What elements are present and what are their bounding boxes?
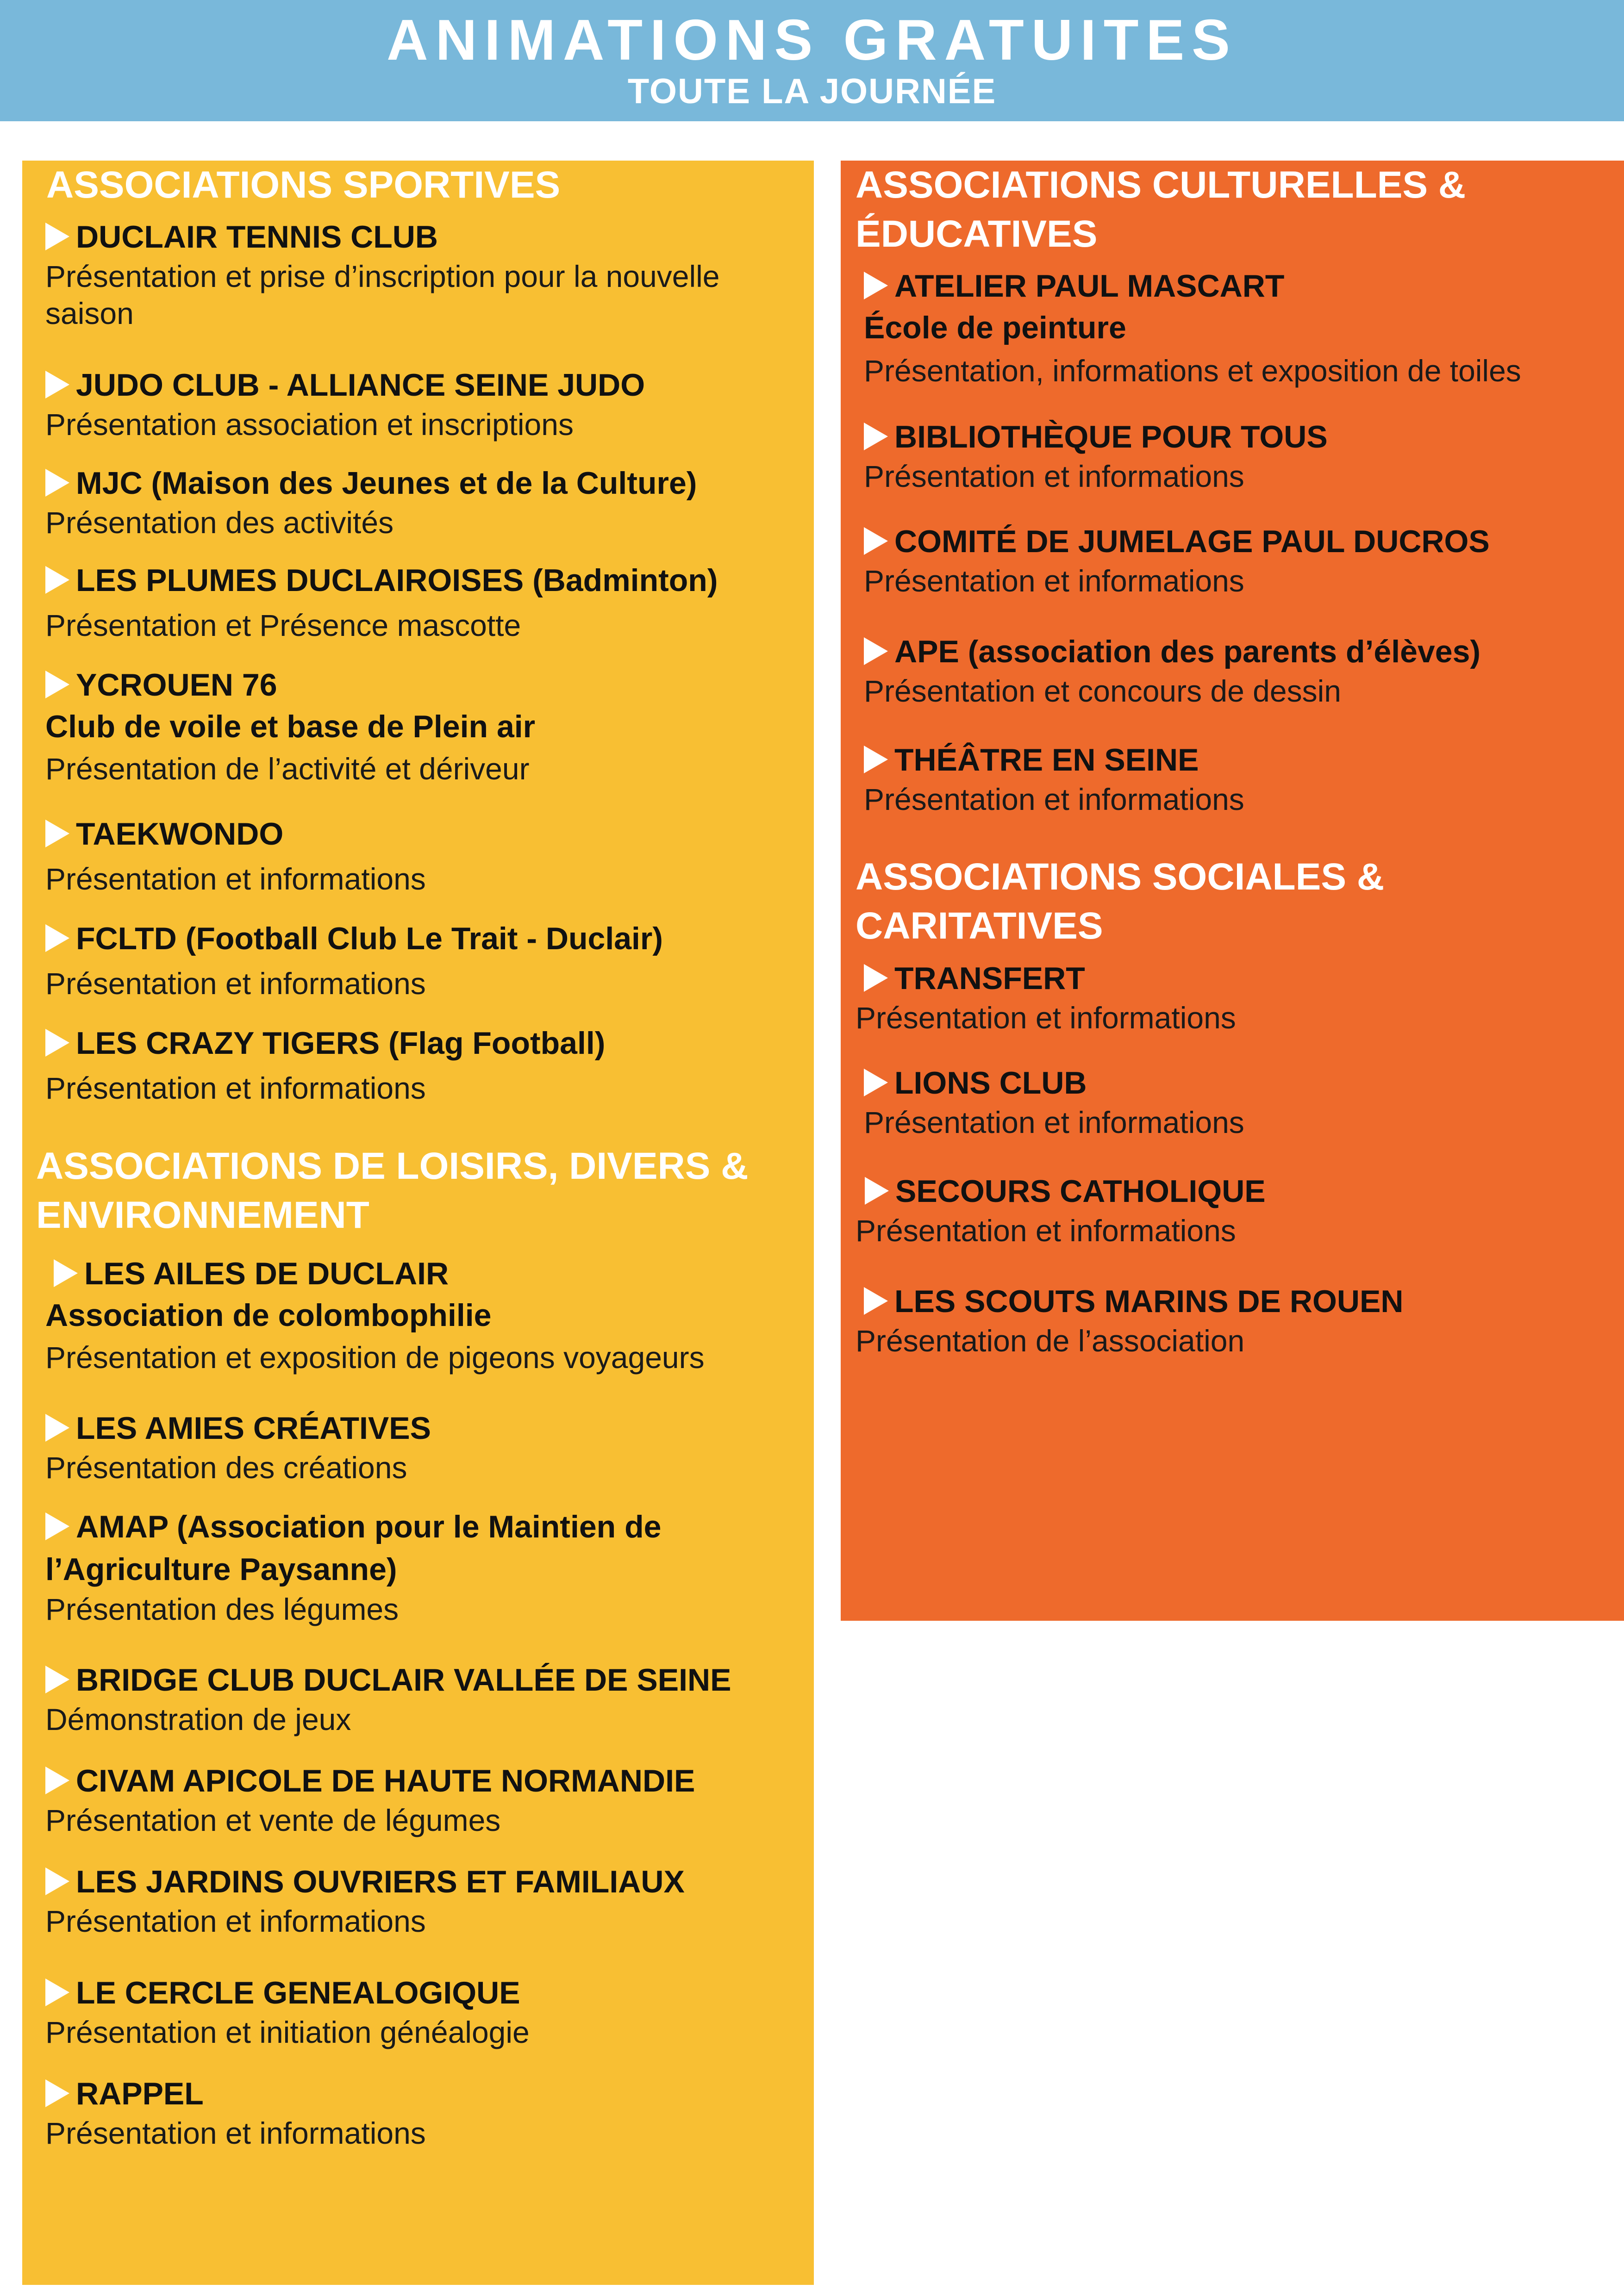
item-description: Présentation et informations — [864, 782, 1244, 816]
play-arrow-icon — [45, 1767, 69, 1794]
item-name: BRIDGE CLUB DUCLAIR VALLÉE DE SEINE — [76, 1662, 731, 1698]
item-name: AMAP (Association pour le Maintien de l’Agriculture Paysanne) — [45, 1509, 662, 1587]
item-ycrouen — [45, 664, 805, 787]
item-description: Présentation et informations — [864, 1105, 1244, 1139]
play-arrow-icon — [45, 924, 69, 952]
item-name: SECOURS CATHOLIQUE — [895, 1174, 1266, 1209]
play-arrow-icon — [45, 1979, 69, 2006]
item-description: Présentation et informations — [856, 1213, 1236, 1248]
play-arrow-icon — [864, 1287, 888, 1315]
play-arrow-icon — [864, 272, 888, 299]
item-description: Présentation et informations — [45, 1904, 426, 1938]
play-arrow-icon — [864, 423, 888, 450]
item-duclair-tennis — [45, 216, 805, 332]
item-crazy-tigers — [45, 1022, 805, 1107]
item-jardins-ouvriers — [45, 1861, 805, 1940]
item-name: ATELIER PAUL MASCART — [894, 268, 1285, 304]
item-plumes-duclairoises — [45, 560, 805, 644]
section-title-culture: ASSOCIATIONS CULTURELLES & ÉDUCATIVES — [856, 164, 1466, 255]
item-description: Présentation et informations — [864, 564, 1244, 598]
item-name: LES SCOUTS MARINS DE ROUEN — [894, 1284, 1404, 1319]
play-arrow-icon — [45, 671, 69, 698]
item-transfert — [856, 958, 1624, 1036]
item-name: LES AMIES CRÉATIVES — [76, 1411, 431, 1446]
item-description: Présentation de l’activité et dériveur — [45, 752, 530, 786]
item-taekwondo — [45, 813, 805, 897]
section-title-social: ASSOCIATIONS SOCIALES & CARITATIVES — [856, 856, 1385, 947]
item-name: LIONS CLUB — [894, 1065, 1087, 1101]
item-comite-jumelage — [864, 521, 1624, 599]
page-title: ANIMATIONS GRATUITES — [387, 8, 1237, 72]
item-description: Présentation et informations — [856, 1001, 1236, 1035]
section-loisirs — [36, 1142, 795, 1240]
item-ailes-de-duclair — [45, 1253, 805, 1376]
item-name: YCROUEN 76 — [76, 667, 277, 703]
item-name: LES JARDINS OUVRIERS ET FAMILIAUX — [76, 1864, 685, 1899]
item-name: RAPPEL — [76, 2076, 204, 2111]
play-arrow-icon — [45, 1666, 69, 1693]
item-name: TAEKWONDO — [76, 816, 284, 852]
item-name: LES CRAZY TIGERS (Flag Football) — [76, 1026, 606, 1061]
item-description: Présentation et informations — [45, 966, 426, 1001]
item-judo-club — [45, 364, 805, 443]
play-arrow-icon — [45, 2079, 69, 2107]
item-cercle-genealogique — [45, 1972, 805, 2051]
item-subtitle: École de peinture — [864, 310, 1126, 345]
item-description: Présentation et prise d’inscription pour la nouvelle saison — [45, 259, 720, 330]
item-civam-apicole — [45, 1760, 805, 1839]
play-arrow-icon — [864, 964, 888, 992]
item-description: Présentation et informations — [45, 2116, 426, 2150]
item-amies-creatives — [45, 1407, 805, 1486]
item-description: Démonstration de jeux — [45, 1702, 351, 1736]
section-social — [856, 852, 1624, 951]
item-scouts-marins — [856, 1281, 1624, 1359]
item-name: BIBLIOTHÈQUE POUR TOUS — [894, 419, 1328, 454]
play-arrow-icon — [54, 1259, 78, 1287]
item-description: Présentation des activités — [45, 505, 394, 540]
item-name: THÉÂTRE EN SEINE — [894, 742, 1199, 778]
section-sport — [46, 161, 796, 210]
play-arrow-icon — [45, 1867, 69, 1895]
section-title-loisirs: ASSOCIATIONS DE LOISIRS, DIVERS & ENVIRONNEMENT — [36, 1145, 749, 1236]
item-name: DUCLAIR TENNIS CLUB — [76, 219, 438, 255]
item-lions-club — [864, 1062, 1624, 1141]
item-name: LES PLUMES DUCLAIROISES (Badminton) — [76, 563, 718, 598]
item-bridge-club — [45, 1659, 805, 1738]
item-fcltd — [45, 918, 805, 1002]
play-arrow-icon — [864, 527, 888, 555]
play-arrow-icon — [864, 746, 888, 773]
item-description: Présentation et informations — [864, 459, 1244, 493]
item-mjc — [45, 462, 805, 541]
item-name: LE CERCLE GENEALOGIQUE — [76, 1975, 520, 2010]
left-panel — [22, 161, 814, 2285]
play-arrow-icon — [45, 371, 69, 398]
item-description: Présentation et initiation généalogie — [45, 2015, 530, 2049]
item-description: Présentation association et inscriptions — [45, 407, 574, 442]
right-panel — [841, 161, 1624, 1621]
item-description: Présentation et informations — [45, 1071, 426, 1105]
item-description: Présentation et vente de légumes — [45, 1803, 501, 1837]
item-ape — [864, 631, 1624, 709]
item-description: Présentation, informations et exposition de toiles — [864, 354, 1521, 388]
item-theatre-en-seine — [864, 739, 1624, 818]
play-arrow-icon — [864, 637, 888, 665]
item-description: Présentation des créations — [45, 1450, 407, 1485]
play-arrow-icon — [45, 1414, 69, 1442]
play-arrow-icon — [864, 1069, 888, 1096]
item-subtitle: Association de colombophilie — [45, 1298, 492, 1333]
item-bibliotheque — [864, 416, 1624, 495]
item-name: JUDO CLUB - ALLIANCE SEINE JUDO — [76, 367, 645, 403]
item-name: APE (association des parents d’élèves) — [894, 634, 1481, 669]
section-culture — [856, 161, 1624, 259]
item-atelier-paul-mascart — [864, 265, 1624, 389]
page-header — [0, 0, 1624, 121]
play-arrow-icon — [45, 1029, 69, 1057]
page-subtitle: TOUTE LA JOURNÉE — [627, 72, 997, 111]
item-amap — [45, 1506, 768, 1628]
item-description: Présentation et concours de dessin — [864, 674, 1341, 708]
item-name: MJC (Maison des Jeunes et de la Culture) — [76, 466, 697, 501]
item-name: COMITÉ DE JUMELAGE PAUL DUCROS — [894, 524, 1490, 559]
item-name: CIVAM APICOLE DE HAUTE NORMANDIE — [76, 1763, 695, 1798]
play-arrow-icon — [45, 1512, 69, 1540]
item-subtitle: Club de voile et base de Plein air — [45, 709, 536, 744]
item-description: Présentation de l’association — [856, 1324, 1245, 1358]
item-name: TRANSFERT — [894, 961, 1085, 996]
item-name: FCLTD (Football Club Le Trait - Duclair) — [76, 921, 663, 956]
section-title-sport: ASSOCIATIONS SPORTIVES — [46, 164, 561, 206]
item-description: Présentation et informations — [45, 862, 426, 896]
item-name: LES AILES DE DUCLAIR — [84, 1256, 449, 1291]
item-description: Présentation et exposition de pigeons voyageurs — [45, 1340, 705, 1375]
play-arrow-icon — [45, 566, 69, 594]
play-arrow-icon — [865, 1177, 889, 1205]
item-secours-catholique — [856, 1170, 1624, 1249]
play-arrow-icon — [45, 820, 69, 847]
item-description: Présentation des légumes — [45, 1592, 399, 1626]
play-arrow-icon — [45, 469, 69, 497]
item-rappel — [45, 2073, 805, 2152]
play-arrow-icon — [45, 223, 69, 250]
item-description: Présentation et Présence mascotte — [45, 608, 521, 642]
